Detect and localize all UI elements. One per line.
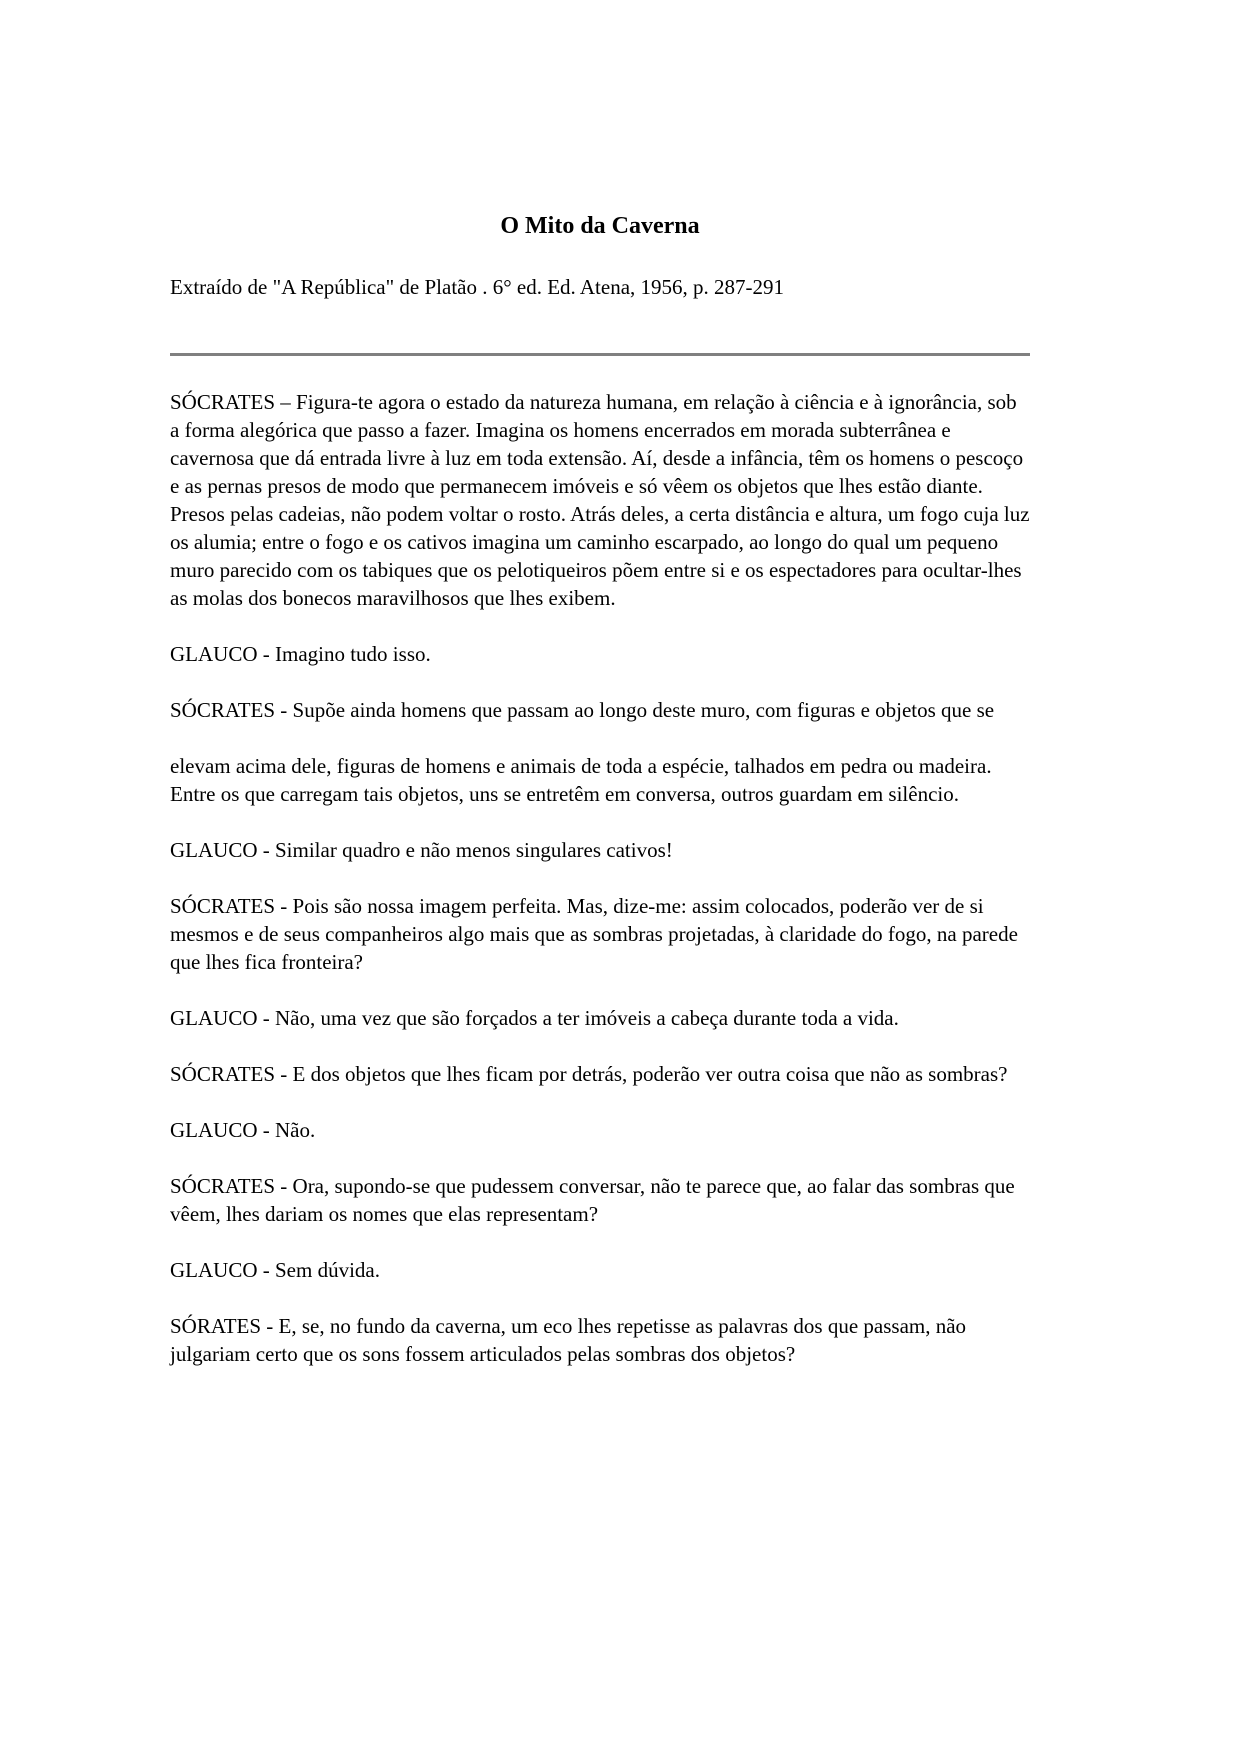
dialogue-paragraph: GLAUCO - Não. (170, 1118, 316, 1142)
dialogue-paragraph: GLAUCO - Similar quadro e não menos singulares cativos! (170, 838, 673, 862)
dialogue-paragraph: SÓCRATES - Ora, supondo-se que pudessem conversar, não te parece que, ao falar das sombras que vêem, lhes dariam os nomes que elas representam? (170, 1174, 1015, 1226)
dialogue-paragraph: GLAUCO - Não, uma vez que são forçados a ter imóveis a cabeça durante toda a vida. (170, 1006, 899, 1030)
dialogue-paragraph: SÓRATES - E, se, no fundo da caverna, um eco lhes repetisse as palavras dos que passam, não julgariam certo que os sons fossem articulados pelas sombras dos objetos? (170, 1314, 967, 1366)
divider (170, 353, 1030, 356)
page-title: O Mito da Caverna (500, 213, 700, 239)
source-citation: Extraído de "A República" de Platão . 6° ed. Ed. Atena, 1956, p. 287-291 (170, 275, 785, 299)
dialogue-paragraph: SÓCRATES – Figura-te agora o estado da natureza humana, em relação à ciência e à ignorância, sob a forma alegórica que passo a fazer. Imagina os homens encerrados em morada subterrânea e cavernosa que dá entrada livre à luz em toda extensão. Aí, desde a infância, têm os homens o pescoço e as pernas presos de modo que permanecem imóveis e só vêem os objetos que lhes estão diante. Presos pelas cadeias, não podem voltar o rosto. Atrás deles, a certa distância e altura, um fogo cuja luz os alumia; entre o fogo e os cativos imagina um caminho escarpado, ao longo do qual um pequeno muro parecido com os tabiques que os pelotiqueiros põem entre si e os espectadores para ocultar-lhes as molas dos bonecos maravilhosos que lhes exibem. (170, 390, 1030, 610)
dialogue-body (170, 388, 1030, 1368)
dialogue-paragraph: elevam acima dele, figuras de homens e animais de toda a espécie, talhados em pedra ou madeira. Entre os que carregam tais objetos, uns se entretêm em conversa, outros guardam em silêncio. (170, 754, 992, 806)
dialogue-paragraph: SÓCRATES - Supõe ainda homens que passam ao longo deste muro, com figuras e objetos que se (170, 698, 995, 722)
dialogue-paragraph: SÓCRATES - Pois são nossa imagem perfeita. Mas, dize-me: assim colocados, poderão ver de si mesmos e de seus companheiros algo mais que as sombras projetadas, à claridade do fogo, na parede que lhes fica fronteira? (170, 894, 1018, 974)
dialogue-paragraph: SÓCRATES - E dos objetos que lhes ficam por detrás, poderão ver outra coisa que não as sombras? (170, 1062, 1008, 1086)
dialogue-paragraph: GLAUCO - Sem dúvida. (170, 1258, 380, 1282)
dialogue-paragraph: GLAUCO - Imagino tudo isso. (170, 642, 431, 666)
